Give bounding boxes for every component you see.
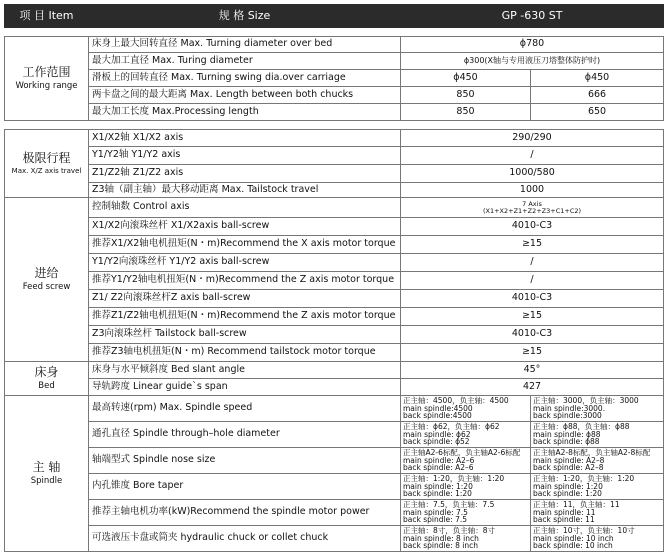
- table-row: [5, 236, 664, 254]
- table-row: [5, 183, 664, 198]
- row-value: 1000/580: [401, 165, 664, 183]
- row-label: 轴端型式 Spindle nose size: [89, 448, 401, 474]
- row-label: 滑板上的回转直径 Max. Turning swing dia.over carriage: [89, 70, 401, 87]
- section-working-range: [5, 37, 89, 121]
- row-value: ϕ780: [401, 37, 664, 53]
- row-value: /: [401, 147, 664, 165]
- row-label: Z1/ Z2向滚珠丝杆Z axis ball-screw: [89, 290, 401, 308]
- row-value-b: 666: [531, 87, 664, 104]
- spec-line: main spindle:3000.: [533, 403, 606, 413]
- table-header: [5, 5, 664, 28]
- table-row: [5, 362, 664, 379]
- spec-sheet: [4, 4, 663, 552]
- row-label: 最高转速(rpm) Max. Spindle speed: [89, 396, 401, 422]
- spec-line: 正主轴：3000，负主轴：3000: [533, 395, 639, 405]
- row-value-b: [531, 526, 664, 552]
- row-value-a: [401, 396, 531, 422]
- row-label: 推荐Z1/Z2轴电机扭矩(N・m)Recommend the Z axis motor torque: [89, 308, 401, 326]
- row-value-a: [401, 500, 531, 526]
- table-row: [5, 422, 664, 448]
- section-cn: 极限行程: [22, 150, 71, 165]
- spec-line: main spindle: 10 inch: [533, 533, 614, 543]
- spec-table: [4, 4, 664, 552]
- section-cn: 工作范围: [22, 64, 71, 79]
- row-value: 45°: [401, 362, 664, 379]
- spec-line: main spindle: ϕ88: [533, 429, 601, 439]
- section-en: Bed: [38, 380, 55, 391]
- row-label: 床身与水平倾斜度 Bed slant angle: [89, 362, 401, 379]
- table-row: [5, 290, 664, 308]
- spec-line: back spindle: 1:20: [533, 489, 602, 499]
- section-travel: [5, 130, 89, 198]
- table-row: [5, 344, 664, 362]
- spec-line: back spindle: 11: [533, 515, 595, 525]
- spec-line: back spindle: A2–6: [403, 463, 474, 473]
- table-row: [5, 87, 664, 104]
- spec-line: main spindle: 1:20: [533, 481, 603, 491]
- spec-line: back spindle: ϕ52: [403, 437, 470, 447]
- section-bed: [5, 362, 89, 396]
- spec-line: back spindle:4500: [403, 411, 472, 421]
- row-value: [401, 198, 664, 218]
- spec-line: back spindle: 7.5: [403, 515, 468, 525]
- spec-line: 正主轴：ϕ88，负主轴：ϕ88: [533, 421, 630, 431]
- row-value-a: ϕ450: [401, 70, 531, 87]
- row-label: 可选液压卡盘或筒夹 hydraulic chuck or collet chuck: [89, 526, 401, 552]
- spec-line: main spindle: 1:20: [403, 481, 473, 491]
- row-value-a: 850: [401, 87, 531, 104]
- row-value: 290/290: [401, 130, 664, 147]
- table-row: [5, 198, 664, 218]
- row-value-b: [531, 474, 664, 500]
- table-row: [5, 218, 664, 236]
- section-cn: 主 轴: [32, 459, 61, 474]
- row-value-a: [401, 448, 531, 474]
- row-value: ≥15: [401, 236, 664, 254]
- row-value-a: [401, 422, 531, 448]
- row-value: /: [401, 254, 664, 272]
- spec-line: 正主轴：ϕ62，负主轴：ϕ62: [403, 421, 500, 431]
- row-value-b: [531, 500, 664, 526]
- table-row: [5, 272, 664, 290]
- section-spindle: [5, 396, 89, 552]
- row-value-a: [401, 474, 531, 500]
- table-row: [5, 254, 664, 272]
- spec-line: back spindle: 8 inch: [403, 541, 478, 551]
- spec-line: main spindle: 7.5: [403, 507, 468, 517]
- spec-line: back spindle: A2–8: [533, 463, 604, 473]
- spec-line: main spindle: ϕ62: [403, 429, 471, 439]
- spec-line: main spindle: 11: [533, 507, 596, 517]
- spec-line: main spindle: A2–8: [533, 455, 605, 465]
- table-row: [5, 396, 664, 422]
- section-cn: 进给: [34, 265, 59, 280]
- row-label: Z1/Z2轴 Z1/Z2 axis: [89, 165, 401, 183]
- row-label: Y1/Y2向滚珠丝杆 Y1/Y2 axis ball-screw: [89, 254, 401, 272]
- row-label: Y1/Y2轴 Y1/Y2 axis: [89, 147, 401, 165]
- row-value-b: ϕ450: [531, 70, 664, 87]
- row-label: 最大加工直径 Max. Turing diameter: [89, 53, 401, 70]
- spec-line: 正主轴：1:20，负主轴：1:20: [403, 473, 505, 483]
- header-item: 项 目 Item: [5, 5, 89, 28]
- table-row: [5, 474, 664, 500]
- table-row: [5, 308, 664, 326]
- row-value: 1000: [401, 183, 664, 198]
- spacer-row: [5, 121, 664, 130]
- row-value: /: [401, 272, 664, 290]
- row-label: 控制轴数 Control axis: [89, 198, 401, 218]
- header-spec: 规 格 Size: [89, 5, 401, 28]
- table-row: [5, 104, 664, 121]
- table-row: [5, 448, 664, 474]
- header-model: GP -630 ST: [401, 5, 664, 28]
- section-feed: [5, 198, 89, 362]
- row-label: X1/X2轴 X1/X2 axis: [89, 130, 401, 147]
- row-value-b: [531, 422, 664, 448]
- row-label: 两卡盘之间的最大距离 Max. Length between both chucks: [89, 87, 401, 104]
- row-label: 床身上最大回转直径 Max. Turning diameter over bed: [89, 37, 401, 53]
- row-value-b: [531, 396, 664, 422]
- row-value-a: 850: [401, 104, 531, 121]
- row-label: 推荐X1/X2轴电机扭矩(N・m)Recommend the X axis motor torque: [89, 236, 401, 254]
- row-label: 最大加工长度 Max.Processing length: [89, 104, 401, 121]
- spec-line: back spindle: ϕ88: [533, 437, 600, 447]
- spec-line: 正主轴A2-8标配，负主轴A2-8标配: [533, 447, 651, 457]
- section-en: Spindle: [30, 475, 63, 486]
- section-cn: 床身: [34, 364, 59, 379]
- row-value: 4010-C3: [401, 326, 664, 344]
- spec-line: main spindle: 8 inch: [403, 533, 479, 543]
- section-en: Working range: [15, 80, 78, 91]
- row-value-b: 650: [531, 104, 664, 121]
- row-value: 4010-C3: [401, 218, 664, 236]
- row-label: 推荐Z3轴电机扭矩(N・m) Recommend tailstock motor torque: [89, 344, 401, 362]
- row-value: ≥15: [401, 344, 664, 362]
- table-row: [5, 326, 664, 344]
- row-value-b: [531, 448, 664, 474]
- row-label: Z3向滚珠丝杆 Tailstock ball-screw: [89, 326, 401, 344]
- table-row: [5, 379, 664, 396]
- spec-line: back spindle: 10 inch: [533, 541, 613, 551]
- spec-line: 正主轴：7.5，负主轴：7.5: [403, 499, 495, 509]
- row-value-a: [401, 526, 531, 552]
- spec-line: 正主轴：11，负主轴：11: [533, 499, 620, 509]
- row-value: 4010-C3: [401, 290, 664, 308]
- table-row: [5, 147, 664, 165]
- row-label: 推荐主轴电机功率(kW)Recommend the spindle motor power: [89, 500, 401, 526]
- spacer-row: [5, 28, 664, 37]
- row-value: ≥15: [401, 308, 664, 326]
- row-label: 通孔直径 Spindle through–hole diameter: [89, 422, 401, 448]
- spec-line: main spindle:4500: [403, 403, 473, 413]
- row-label: X1/X2向滚珠丝杆 X1/X2axis ball-screw: [89, 218, 401, 236]
- table-row: [5, 165, 664, 183]
- spec-line: main spindle: A2–6: [403, 455, 475, 465]
- table-row: [5, 53, 664, 70]
- control-axis-list: (X1+X2+Z1+Z2+Z3+C1+C2): [482, 206, 582, 215]
- control-axis-count: 7 Axis: [522, 199, 542, 208]
- table-row: [5, 37, 664, 53]
- row-value: 427: [401, 379, 664, 396]
- table-row: [5, 526, 664, 552]
- table-row: [5, 500, 664, 526]
- spec-line: back spindle:3000: [533, 411, 602, 421]
- section-en: Feed screw: [22, 281, 71, 292]
- spec-line: 正主轴：10寸，负主轴：10寸: [533, 525, 635, 535]
- spec-line: back spindle: 1:20: [403, 489, 472, 499]
- spec-line: 正主轴：4500，负主轴：4500: [403, 395, 509, 405]
- row-label: 推荐Y1/Y2轴电机扭矩(N・m)Recommend the Z axis motor torque: [89, 272, 401, 290]
- table-row: [5, 70, 664, 87]
- spec-line: 正主轴：1:20，负主轴：1:20: [533, 473, 635, 483]
- section-en: Max. X/Z axis travel: [11, 167, 82, 176]
- row-label: 内孔锥度 Bore taper: [89, 474, 401, 500]
- row-label: Z3轴（副主轴）最大移动距离 Max. Tailstock travel: [89, 183, 401, 198]
- row-value: ϕ300(X轴与专用液压刀塔整体防护时): [401, 53, 664, 70]
- spec-line: 正主轴：8寸，负主轴：8寸: [403, 525, 496, 535]
- spec-line: 正主轴A2-6标配，负主轴A2-6标配: [403, 447, 521, 457]
- row-label: 导轨跨度 Linear guide`s span: [89, 379, 401, 396]
- table-row: [5, 130, 664, 147]
